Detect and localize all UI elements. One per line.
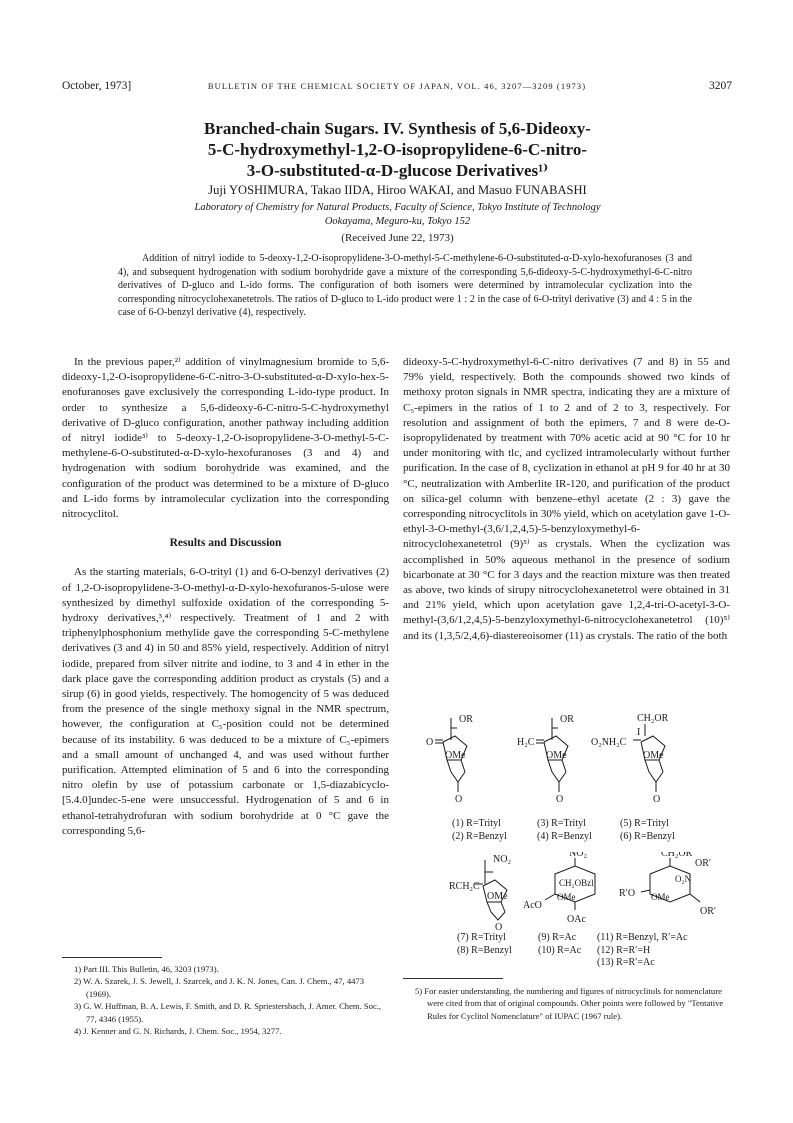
label-compound-11: (11) R=Benzyl, R′=Ac <box>597 932 688 943</box>
chem-text-h2c: H₂C <box>517 737 535 748</box>
header-date: October, 1973] <box>62 80 132 92</box>
structures-row-1 <box>405 710 730 820</box>
footnote-4: 4) J. Kenner and G. N. Richards, J. Chem. Soc., 1954, 3277. <box>74 1026 282 1037</box>
chem-text-ch2or-2: CH₂OR <box>661 852 693 859</box>
label-compound-4: (4) R=Benzyl <box>537 830 592 842</box>
structures-row-2 <box>405 852 730 934</box>
labels-row-1-col-3 <box>620 818 675 843</box>
structure-diagram-row-2 <box>405 852 730 934</box>
chem-text-or-1: OR <box>459 714 473 725</box>
label-compound-12: (12) R=R′=H <box>597 944 651 956</box>
label-compound-10: (10) R=Ac <box>538 944 582 956</box>
chem-text-i: I <box>637 727 641 738</box>
footnote-rule-right <box>403 978 503 979</box>
chem-text-no2-1: NO₂ <box>493 854 511 865</box>
running-head <box>62 80 732 96</box>
chem-text-ome-2: OMe <box>546 750 567 761</box>
title-line-1: Branched-chain Sugars. IV. Synthesis of 5,6-Dideoxy- <box>204 119 591 138</box>
label-compound-9: (9) R=Ac <box>538 932 577 943</box>
chem-text-o-4: O <box>653 794 661 805</box>
chem-text-oac: OAc <box>567 914 586 925</box>
chem-text-o-1: O <box>426 737 434 748</box>
left-column <box>62 355 389 839</box>
title-line-2: 5-C-hydroxymethyl-1,2-O-isopropylidene-6-C-nitro- <box>207 140 588 159</box>
right-column-paragraph: dideoxy-5-C-hydroxymethyl-6-C-nitro derivatives (7 and 8) in 55 and 79% yield, respectively. Both the compounds showed two kinds of methoxy proton signals in NMR spectra, indicating they are a mixture of C₅-epimers in the ratios of 1 to 2 and of 2 to 3, respectively. For resolution and assignment of both the epimers, 7 and 8 were de-O-isopropylidenated by treatment with 70% acetic acid at 90 °C for 10 hr under monitoring with tlc, and cyclized intramolecularly without further purification. In the case of 8, cyclization in ethanol at pH 9 for 40 hr at 30 °C, neutralization with Amberlite IR-120, and purification of the product on silica-gel column with benzene–ethyl acetate (2 : 3) gave the corresponding nitrocyclitols in 30% yield, which on acetylation gave 1-O-ethyl-3-O-methyl-(3,6/1,2,4,5)-5-benzyloxymethyl-6-nitrocyclohexanetetrol (9)⁵⁾ as crystals. When the cyclization was accomplished in 50% aqueous methanol in the presence of sodium bicarbonate at 30 °C for 3 days and the reaction mixture was then treated as above, two kinds of sirupy nitrocyclohexanetetrol were obtained in 31 and 21% yield, which upon acetylation gave 1,2,4-tri-O-acetyl-3-O-methyl-(3,6/1,2,4,5)-5-benzyloxymethyl-6-nitrocyclohexanetetrol (10)⁵⁾ and its (1,3,5/2,4,6)-diastereoisomer (11) as crystals. The ratio of the both <box>403 356 730 642</box>
label-compound-7: (7) R=Trityl <box>457 932 506 943</box>
labels-row-1-col-2 <box>537 818 592 843</box>
chem-text-aco: AcO <box>523 900 542 911</box>
title-line-3: 3-O-substituted-α-D-glucose Derivatives¹⁾ <box>246 161 549 180</box>
affiliation-line-2: Ookayama, Meguro-ku, Tokyo 152 <box>324 216 471 227</box>
label-compound-5: (5) R=Trityl <box>620 818 669 829</box>
footnote-5: 5) For easier understanding, the numbering and figures of nitrocyclitols for nomenclature were cited from that of original compounds. Other points were followed by "Tentative Rules for Cyclitol Nomenclature" of IUPAC (1967 rule). <box>415 986 724 1021</box>
label-compound-1: (1) R=Trityl <box>452 818 501 829</box>
chem-text-o-3: O <box>556 794 564 805</box>
label-compound-2: (2) R=Benzyl <box>452 830 507 842</box>
chem-text-or-2: OR <box>560 714 574 725</box>
chem-text-or-prime-1: OR′ <box>695 858 712 869</box>
chem-text-o-2: O <box>455 794 463 805</box>
authors: Juji YOSHIMURA, Takao IIDA, Hiroo WAKAI, and Masuo FUNABASHI <box>208 183 587 197</box>
chem-text-no2-2: NO₂ <box>569 852 587 859</box>
label-compound-6: (6) R=Benzyl <box>620 830 675 842</box>
footnotes-right <box>403 985 730 1022</box>
chem-text-ome-5: OMe <box>557 892 576 902</box>
chem-text-o2n: O₂N <box>675 874 692 884</box>
chem-text-ome-1: OMe <box>445 750 466 761</box>
chem-text-rch2c: RCH₂C <box>449 881 480 892</box>
labels-row-1-col-1 <box>452 818 507 843</box>
footnote-rule-left <box>62 957 162 958</box>
structure-diagram-row-1 <box>405 710 730 820</box>
affiliation <box>120 201 675 229</box>
section-heading: Results and Discussion <box>169 537 282 550</box>
chem-text-ome-6: OMe <box>651 892 670 902</box>
labels-row-2-col-1 <box>457 932 512 957</box>
results-paragraph: As the starting materials, 6-O-trityl (1) and 6-O-benzyl derivatives (2) of 1,2-O-isopropylidene-3-O-methyl-α-D-xylo-hexofuranos-5-ulose were synthesized by dimethyl sulfoxide oxidation of the corresponding 5-hydroxy derivatives,³,⁴⁾ respectively. Treatment of 1 and 2 with triphenylphosphonium methylide gave the corresponding 5-C-methylene derivatives (3 and 4) in 50 and 85% yield, respectively. Addition of nitryl iodide, prepared from silver nitrite and iodine, to 3 and 4 in ether in the dark place gave the corresponding addition product as crystals (5) and a sirup (6) in good yields, respectively. The homogencity of 5 was deduced from the presence of the single methoxy signal in the NMR spectrum, however, the configuration at C₅-position could not be determined because of its instability. 6 was deduced to be a mixture of C₅-epimers and a small amount of unchanged 4, and was used without further purification. Attempted elimination of 5 and 6 into the corresponding nitro olefin by use of potassium carbonate or 1,5-diazabicyclo-[5.4.0]undec-5-ene were unsuccessful. Hydrogenation of 5 and 6 in ethanol-tetrahydrofuran with sodium borohydride at 0 °C gave the corresponding 5,6- <box>62 566 389 837</box>
header-page-number: 3207 <box>709 80 732 92</box>
labels-row-2-col-3 <box>597 932 688 970</box>
affiliation-line-1: Laboratory of Chemistry for Natural Products, Faculty of Science, Tokyo Institute of Technology <box>194 202 601 213</box>
label-compound-13: (13) R=R′=Ac <box>597 957 655 968</box>
received-date: (Received June 22, 1973) <box>341 232 454 244</box>
chem-text-ome-4: OMe <box>487 891 508 902</box>
chem-text-rprime-o: R′O <box>619 888 636 899</box>
chem-text-ch2or: CH₂OR <box>637 713 669 724</box>
chem-text-or-prime-2: OR′ <box>700 906 717 917</box>
chem-text-ome-3: OMe <box>643 750 664 761</box>
header-journal: BULLETIN OF THE CHEMICAL SOCIETY OF JAPAN, VOL. 46, 3207—3209 (1973) <box>207 81 587 91</box>
labels-row-2-col-2 <box>538 932 581 957</box>
label-compound-3: (3) R=Trityl <box>537 818 586 829</box>
right-column <box>403 355 730 644</box>
chem-text-o2nh2c: O₂NH₂C <box>591 737 627 748</box>
abstract: Addition of nitryl iodide to 5-deoxy-1,2-O-isopropylidene-3-O-methyl-5-C-methylene-6-O-substituted-α-D-xylo-hexofuranoses (3 and 4), and subsequent hydrogenation with sodium borohydride gave a mixture of the corresponding 5,6-dideoxy-5-C-hydroxymethyl-6-C-nitro derivatives of D-gluco and L-ido forms. The configuration of both isomers were determined by intramolecular cyclization into the corresponding nitrocyclohexanetetrols. The ratios of D-gluco to L-ido product were 1 : 2 in the case of 6-O-trityl derivative (3) and 4 : 5 in the case of 6-O-benzyl derivative (4), respectively. <box>118 253 692 319</box>
label-compound-8: (8) R=Benzyl <box>457 944 512 956</box>
footnotes-left <box>62 963 389 1037</box>
chem-text-o-5: O <box>495 922 503 933</box>
intro-paragraph: In the previous paper,²⁾ addition of vinylmagnesium bromide to 5,6-dideoxy-1,2-O-isopropylidene-6-C-nitro-3-O-substituted-α-D-xylo-hex-5-enofuranoses gave exclusively the corresponding L-ido-type product. In order to synthesize a 5,6-dideoxy-6-C-nitro-5-C-hydroxymethyl derivative of D-gluco configuration, another pathway including addition of nitryl iodide³⁾ to 5-deoxy-1,2-O-isopropylidene-3-O-methyl-5-C-methylene-6-O-substituted-α-D-xylo-hexofuranoses (3 and 4) and hydrogenation with sodium borohydride was examined, and the configuration of the product was determined to be a mixture of D-gluco and L-ido forms by intramolecular cyclization into the corresponding nitrocyclitol. <box>62 356 389 521</box>
chem-text-ch2obzl: CH₂OBzl <box>559 878 594 888</box>
footnote-3: 3) G. W. Huffman, B. A. Lewis, F. Smith, and D. R. Spriestersbach, J. Amer. Chem. Soc., 77, 4346 (1955). <box>74 1001 382 1024</box>
footnote-2: 2) W. A. Szarek, J. S. Jewell, J. Szarcek, and J. K. N. Jones, Can. J. Chem., 47, 4473 (1969). <box>74 976 365 999</box>
article-title <box>120 118 675 181</box>
footnote-1: 1) Part III. This Bulletin, 46, 3203 (1973). <box>74 964 219 974</box>
